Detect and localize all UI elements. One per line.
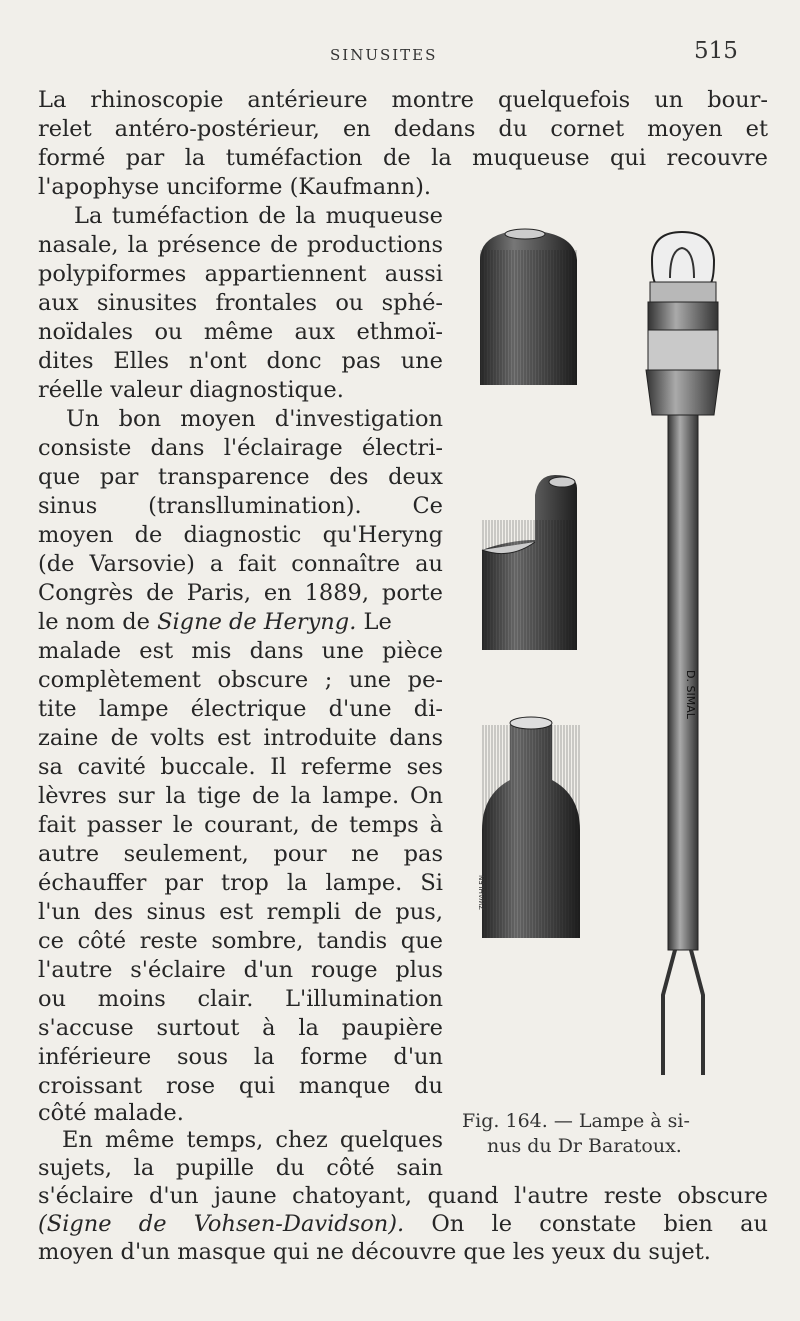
text-line: En même temps, chez quelques (62, 1127, 443, 1153)
text-line: autre seulement, pour ne pas (38, 841, 443, 867)
text-line: relet antéro-postérieur, en dedans du cornet moyen et (38, 116, 768, 142)
text-line: complètement obscure ; une pe- (38, 667, 443, 693)
cap-cylinder-1 (480, 229, 577, 385)
cap-cylinder-3 (482, 717, 580, 938)
text-line: côté malade. (38, 1100, 184, 1126)
text-line: inférieure sous la forme d'un (38, 1044, 443, 1070)
figure-164-lamp (470, 220, 770, 1090)
text-line: croissant rose qui manque du (38, 1073, 443, 1099)
text-line: Un bon moyen d'investigation (66, 406, 443, 432)
text-line: tite lampe électrique d'une di- (38, 696, 443, 722)
engraved-label: D. SIMAL (684, 670, 697, 719)
text-line: l'un des sinus est rempli de pus, (38, 899, 443, 925)
text-line: s'éclaire d'un jaune chatoyant, quand l'autre reste obscure (38, 1183, 768, 1209)
signe-vohsen-italic: (Signe de Vohsen-Davidson). (38, 1211, 405, 1237)
text-line: ce côté reste sombre, tandis que (38, 928, 443, 954)
page-number: 515 (694, 38, 738, 64)
lamp (646, 232, 720, 1075)
lamp-illustration (470, 220, 770, 1090)
text-line: (de Varsovie) a fait connaître au (38, 551, 443, 577)
text-line: formé par la tuméfaction de la muqueuse qui recouvre (38, 145, 768, 171)
text-line: que par transparence des deux (38, 464, 443, 490)
text-run: le nom de (38, 609, 158, 635)
signe-heryng-italic: Signe de Heryng. (157, 609, 357, 635)
text-line: nasale, la présence de productions (38, 232, 443, 258)
text-line: consiste dans l'éclairage électri- (38, 435, 443, 461)
text-line: moyen d'un masque qui ne découvre que les yeux du sujet. (38, 1239, 711, 1265)
text-line: aux sinusites frontales ou sphé- (38, 290, 443, 316)
text-line: malade est mis dans une pièce (38, 638, 443, 664)
text-line: sinus (transllumination). Ce (38, 493, 443, 519)
text-line: réelle valeur diagnostique. (38, 377, 344, 403)
text-line: l'apophyse unciforme (Kaufmann). (38, 174, 432, 200)
text-line: lèvres sur la tige de la lampe. On (38, 783, 443, 809)
text-line: fait passer le courant, de temps à (38, 812, 443, 838)
text-line: noïdales ou même aux ethmoï- (38, 319, 443, 345)
text-line: s'accuse surtout à la paupière (38, 1015, 443, 1041)
text-line: zaine de volts est introduite dans (38, 725, 443, 751)
text-line: échauffer par trop la lampe. Si (38, 870, 443, 896)
text-run: On le constate bien au (404, 1211, 768, 1237)
text-line: Congrès de Paris, en 1889, porte (38, 580, 443, 606)
figure-caption-line2: nus du Dr Baratoux. (487, 1135, 682, 1157)
text-line: sa cavité buccale. Il referme ses (38, 754, 443, 780)
text-line: sujets, la pupille du côté sain (38, 1155, 443, 1181)
cap-cylinder-2 (482, 475, 577, 650)
text-line: l'autre s'éclaire d'un rouge plus (38, 957, 443, 983)
text-line: ou moins clair. L'illumination (38, 986, 443, 1012)
text-line: La tuméfaction de la muqueuse (74, 203, 443, 229)
text-line (38, 608, 443, 637)
text-line: polypiformes appartiennent aussi (38, 261, 443, 287)
figure-caption-line1: Fig. 164. — Lampe à si- (462, 1110, 690, 1132)
text-line: La rhinoscopie antérieure montre quelquefois un bour- (38, 87, 768, 113)
text-line (38, 1210, 768, 1239)
text-line: dites Elles n'ont donc pas une (38, 348, 443, 374)
running-header: SINUSITES (330, 46, 438, 64)
text-line: moyen de diagnostic qu'Heryng (38, 522, 443, 548)
engraver-mark: ZWAHLEN (478, 875, 486, 910)
text-run: Le (356, 609, 392, 635)
